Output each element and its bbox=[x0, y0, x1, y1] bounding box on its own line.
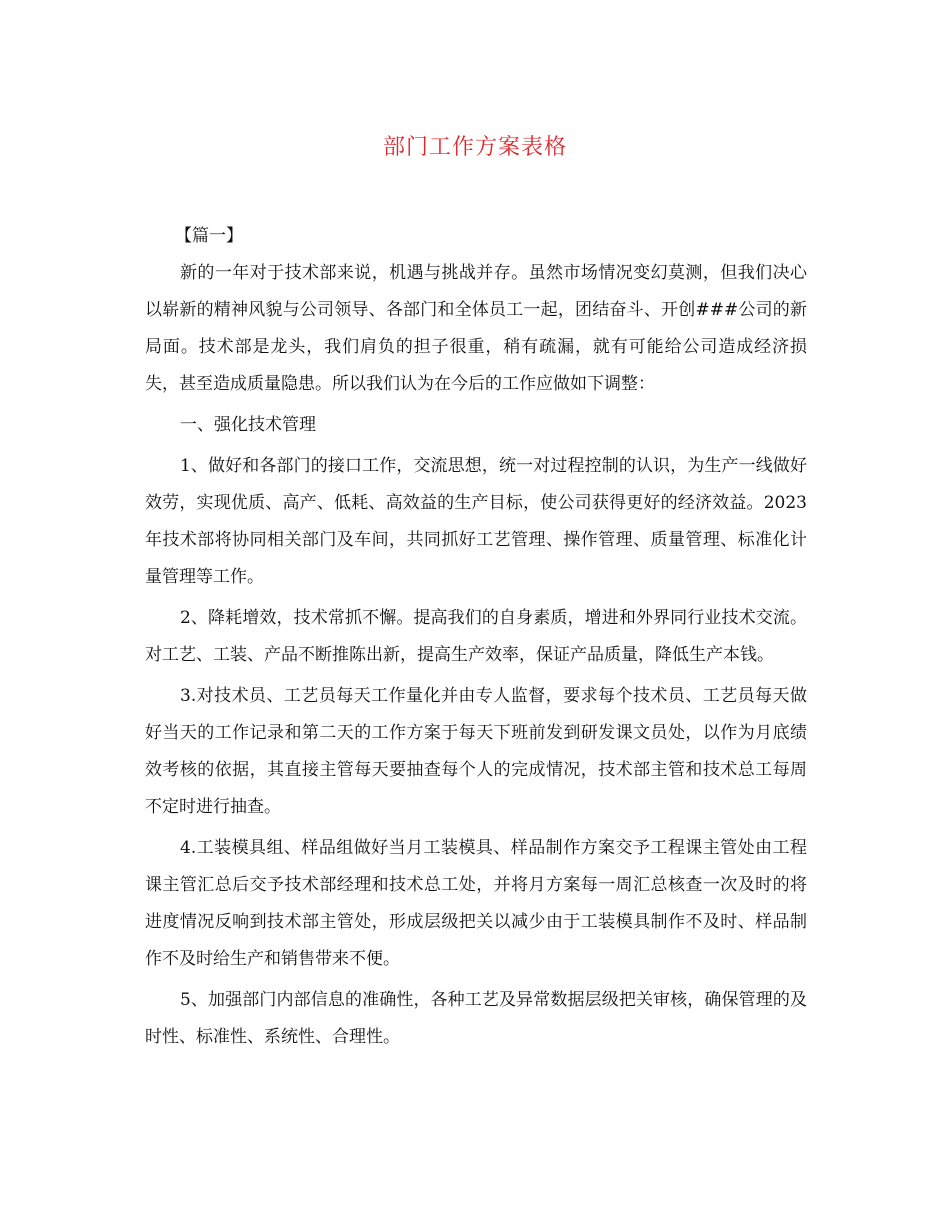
page-title: 部门工作方案表格 bbox=[382, 135, 567, 160]
document-body bbox=[145, 218, 807, 1060]
section-tag: 【篇一】 bbox=[175, 226, 243, 246]
paragraph-item-2: 2、降耗增效，技术常抓不懈。提高我们的自身素质，增进和外界同行业技术交流。对工艺、工装、产品不断推陈出新，提高生产效率，保证产品质量，降低生产本钱。 bbox=[145, 608, 807, 665]
paragraph-item-3: 3.对技术员、工艺员每天工作量化并由专人监督，要求每个技术员、工艺员每天做好当天的工作记录和第二天的工作方案于每天下班前发到研发课文员处，以作为月底绩效考核的依据，其直接主管每天要抽查每个人的完成情况，技术部主管和技术总工每周不定时进行抽查。 bbox=[145, 686, 807, 817]
paragraph-item-1: 1、做好和各部门的接口工作，交流思想，统一对过程控制的认识，为生产一线做好效劳，实现优质、高产、低耗、高效益的生产目标，使公司获得更好的经济效益。2023年技术部将协同相关部门及车间，共同抓好工艺管理、操作管理、质量管理、标准化计量管理等工作。 bbox=[145, 456, 807, 587]
heading-technical-management: 一、强化技术管理 bbox=[180, 415, 316, 435]
paragraph-intro: 新的一年对于技术部来说，机遇与挑战并存。虽然市场情况变幻莫测，但我们决心以崭新的精神风貌与公司领导、各部门和全体员工一起，团结奋斗、开创###公司的新局面。技术部是龙头，我们肩负的担子很重，稍有疏漏，就有可能给公司造成经济损失，甚至造成质量隐患。所以我们认为在今后的工作应做如下调整： bbox=[145, 263, 807, 394]
paragraph-item-5: 5、加强部门内部信息的准确性，各种工艺及异常数据层级把关审核，确保管理的及时性、标准性、系统性、合理性。 bbox=[145, 990, 807, 1047]
paragraph-item-4: 4.工装模具组、样品组做好当月工装模具、样品制作方案交予工程课主管处由工程课主管汇总后交予技术部经理和技术总工处，并将月方案每一周汇总核查一次及时的将进度情况反响到技术部主管处，形成层级把关以减少由于工装模具制作不及时、样品制作不及时给生产和销售带来不便。 bbox=[145, 838, 807, 969]
